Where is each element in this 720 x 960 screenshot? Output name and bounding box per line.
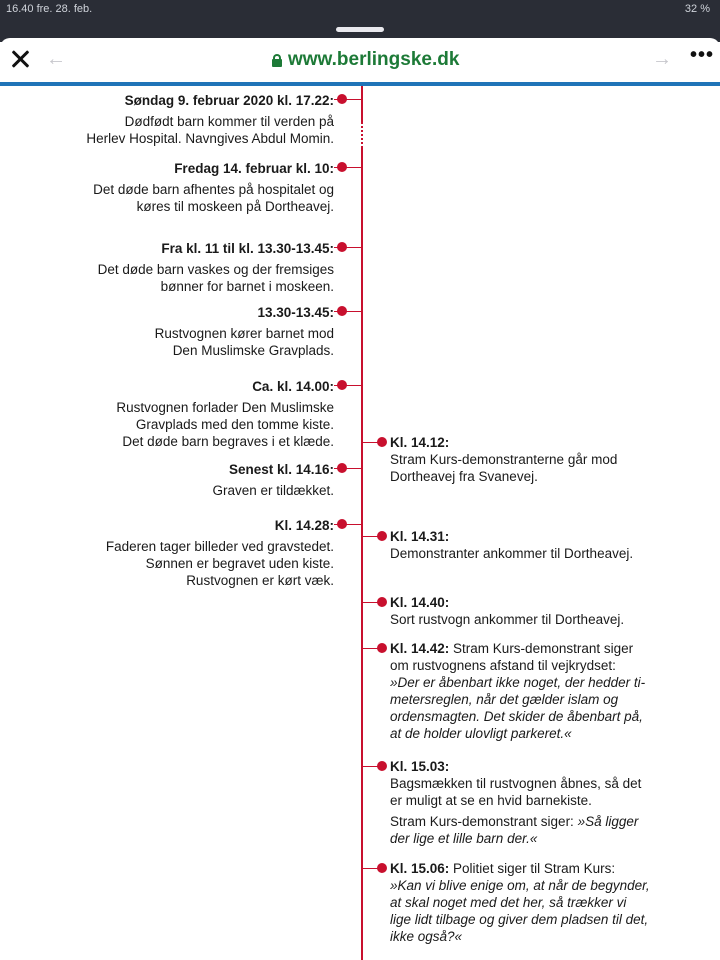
entry-quote: »Så ligger der lige et lille barn der.« bbox=[390, 814, 639, 846]
forward-arrow-icon[interactable]: → bbox=[652, 48, 672, 70]
entry-text: Graven er tildækket. bbox=[212, 483, 334, 498]
entry-text: Gravplads med den tomme kiste. bbox=[135, 417, 334, 432]
browser-toolbar bbox=[0, 38, 720, 84]
entry-text: Sønnen er begravet uden kiste. bbox=[145, 556, 334, 571]
entry-text: Demonstranter ankommer til Dortheavej. bbox=[390, 546, 634, 561]
timeline-dot bbox=[377, 531, 387, 541]
timeline-dot bbox=[337, 519, 347, 529]
entry-text: Bagsmækken til rustvognen åbnes, så det er muligt at se en hvid barnekiste. bbox=[390, 776, 642, 808]
status-bar bbox=[0, 0, 720, 42]
entry-time: 13.30-13.45: bbox=[257, 305, 334, 320]
browser-sheet bbox=[0, 38, 720, 960]
timeline-entry-left bbox=[93, 160, 334, 215]
timeline-dot bbox=[337, 380, 347, 390]
entry-text: Sort rustvogn ankommer til Dortheavej. bbox=[390, 612, 625, 627]
entry-time: Fredag 14. februar kl. 10: bbox=[174, 161, 334, 176]
entry-text: Herlev Hospital. Navngives Abdul Momin. bbox=[86, 131, 334, 146]
entry-text: Den Muslimske Gravplads. bbox=[172, 343, 334, 358]
back-arrow-icon[interactable]: ← bbox=[46, 48, 66, 70]
timeline-entry-left bbox=[86, 92, 334, 147]
timeline-dot bbox=[377, 437, 387, 447]
entry-text: Dødfødt barn kommer til verden på bbox=[124, 114, 334, 129]
timeline-dot bbox=[377, 643, 387, 653]
entry-time: Kl. 15.06: bbox=[390, 861, 450, 876]
entry-time: Kl. 14.12: bbox=[390, 435, 450, 450]
entry-text: køres til moskeen på Dortheavej. bbox=[136, 199, 334, 214]
entry-text: Stram Kurs-demonstranterne går mod Dortheavej fra Svanevej. bbox=[390, 452, 618, 484]
entry-time: Kl. 14.28: bbox=[274, 518, 334, 533]
entry-text: Faderen tager billeder ved gravstedet. bbox=[105, 539, 334, 554]
timeline bbox=[0, 86, 720, 960]
timeline-entry-right bbox=[390, 640, 650, 742]
timeline-dot bbox=[337, 242, 347, 252]
entry-time: Fra kl. 11 til kl. 13.30-13.45: bbox=[161, 241, 334, 256]
timeline-entry-right bbox=[390, 758, 650, 847]
timeline-entry-left bbox=[98, 240, 334, 295]
timeline-dot bbox=[337, 463, 347, 473]
timeline-dot bbox=[377, 863, 387, 873]
entry-text: bønner for barnet i moskeen. bbox=[160, 279, 334, 294]
timeline-entry-left bbox=[106, 517, 334, 589]
entry-time: Kl. 14.31: bbox=[390, 529, 450, 544]
entry-time: Ca. kl. 14.00: bbox=[252, 379, 334, 394]
status-battery: 32 % bbox=[684, 3, 710, 15]
entry-text: Stram Kurs-demonstrant siger om rustvognens afstand til vejkrydset: bbox=[390, 641, 634, 673]
entry-text: Rustvognen er kørt væk. bbox=[186, 573, 334, 588]
timeline-entry-right bbox=[390, 434, 650, 485]
entry-text: Stram Kurs-demonstrant siger: bbox=[390, 814, 574, 829]
entry-time: Kl. 15.03: bbox=[390, 759, 450, 774]
entry-time: Kl. 14.42: bbox=[390, 641, 450, 656]
entry-quote: »Kan vi blive enige om, at når de begynder, at skal noget med det her, så trækker vi lige lidt tilbage og giver dem pladsen til det, ikke også?« bbox=[390, 878, 650, 944]
timeline-dot bbox=[337, 162, 347, 172]
close-icon[interactable] bbox=[9, 48, 31, 70]
timeline-entry-left bbox=[212, 461, 334, 499]
lock-icon bbox=[272, 54, 282, 67]
timeline-axis-break bbox=[361, 124, 363, 146]
entry-text: Det døde barn vaskes og der fremsiges bbox=[97, 262, 334, 277]
entry-time: Senest kl. 14.16: bbox=[228, 462, 334, 477]
entry-quote: »Der er åbenbart ikke noget, der hedder ti-metersreglen, når det gælder islam og ordensmagten. Det skider de åbenbart på, at de holder ulovligt parkeret.« bbox=[390, 675, 646, 741]
entry-text: Politiet siger til Stram Kurs: bbox=[453, 861, 616, 876]
timeline-entry-left bbox=[155, 304, 334, 359]
more-options-button[interactable]: ••• bbox=[690, 44, 715, 66]
sheet-grabber-handle[interactable] bbox=[336, 27, 384, 32]
entry-text: Det døde barn begraves i et klæde. bbox=[122, 434, 334, 449]
timeline-entry-right bbox=[390, 860, 650, 945]
timeline-entry-right bbox=[390, 594, 650, 628]
timeline-axis bbox=[361, 86, 363, 960]
timeline-entry-left bbox=[116, 378, 334, 450]
url-bar[interactable] bbox=[272, 49, 459, 71]
timeline-dot bbox=[337, 94, 347, 104]
timeline-dot bbox=[337, 306, 347, 316]
timeline-entry-right bbox=[390, 528, 650, 562]
entry-text: Rustvognen kører barnet mod bbox=[154, 326, 334, 341]
timeline-dot bbox=[377, 761, 387, 771]
timeline-dot bbox=[377, 597, 387, 607]
entry-time: Kl. 14.40: bbox=[390, 595, 450, 610]
entry-text: Rustvognen forlader Den Muslimske bbox=[116, 400, 334, 415]
entry-time: Søndag 9. februar 2020 kl. 17.22: bbox=[124, 93, 334, 108]
url-text: www.berlingske.dk bbox=[288, 49, 460, 70]
status-time: 16.40 fre. 28. feb. bbox=[6, 3, 93, 15]
entry-text: Det døde barn afhentes på hospitalet og bbox=[93, 182, 334, 197]
